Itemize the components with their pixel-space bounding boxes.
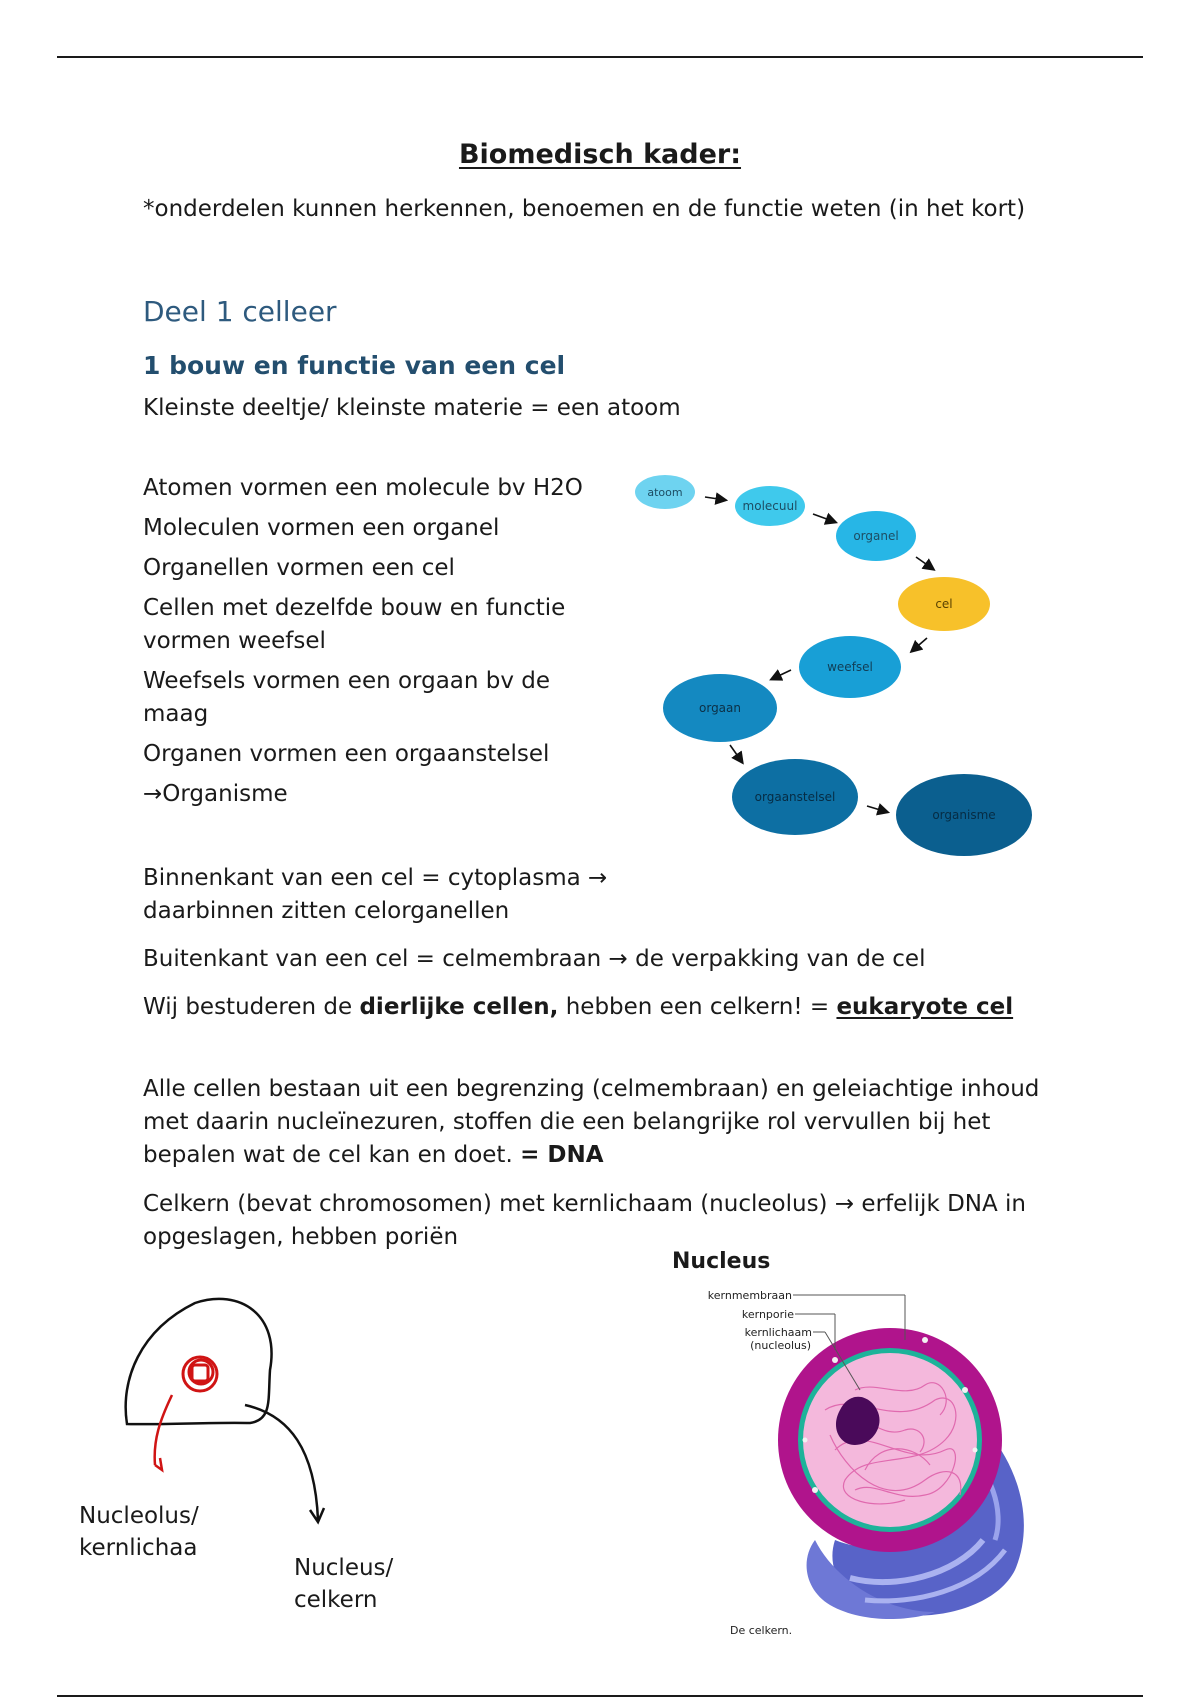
all-cells-text — [143, 1073, 1063, 1172]
dna-term: = DNA — [520, 1142, 604, 1168]
arrow — [912, 638, 927, 651]
eukaryote-cell-term: eukaryote cel — [836, 994, 1014, 1020]
list-item: Organellen vormen een cel — [143, 555, 455, 581]
arrow — [730, 745, 742, 762]
node-cel-label: cel — [935, 597, 953, 611]
animal-cells-pre: Wij bestuderen de — [143, 994, 360, 1020]
node-molecuul — [735, 486, 805, 526]
nucleolus-label — [79, 1500, 199, 1564]
animal-cells-text — [143, 991, 1043, 1024]
label-kernlichaam: kernlichaam — [744, 1326, 812, 1339]
node-orgaan — [663, 674, 777, 742]
node-cel — [898, 577, 990, 631]
nucleolus-label-line2: kernlichaa — [79, 1535, 198, 1561]
animal-cells-bold: dierlijke cellen, — [359, 994, 559, 1020]
list-item: Moleculen vormen een organel — [143, 515, 500, 541]
hierarchy-diagram — [625, 465, 1045, 865]
node-organel-label: organel — [853, 529, 899, 543]
nucleus-pointer-drawing — [245, 1405, 324, 1522]
nucleus-label-line1: Nucleus/ — [294, 1555, 394, 1581]
hierarchy-list — [143, 472, 613, 818]
arrow — [705, 497, 725, 500]
nucleus-label — [294, 1552, 393, 1616]
node-orgaanstelsel-label: orgaanstelsel — [754, 790, 836, 804]
arrow — [916, 557, 933, 569]
nucleus-figure — [665, 1240, 1065, 1640]
node-atoom-label: atoom — [647, 486, 683, 499]
page-title: Biomedisch kader: — [458, 139, 742, 170]
nucleolus-pointer-drawing — [155, 1395, 172, 1470]
label-nucleolus: (nucleolus) — [750, 1339, 811, 1352]
section-heading: Deel 1 celleer — [143, 295, 337, 328]
node-orgaanstelsel — [732, 759, 858, 835]
nucleus-text: Celkern (bevat chromosomen) met kernlichaam (nucleolus) → erfelijk DNA in opgeslagen, hebben poriën — [143, 1191, 1026, 1250]
animal-cells-mid: hebben een celkern! = — [558, 994, 837, 1020]
list-item: Weefsels vormen een orgaan bv de maag — [143, 668, 551, 727]
cytoplasm-text: Binnenkant van een cel = cytoplasma → daarbinnen zitten celorganellen — [143, 865, 608, 924]
node-weefsel — [799, 636, 901, 698]
node-atoom — [635, 475, 695, 509]
nucleolus-drawing — [183, 1357, 217, 1391]
nucleus-label-line2: celkern — [294, 1587, 378, 1613]
arrow — [867, 806, 887, 812]
list-item: →Organisme — [143, 781, 288, 807]
subsection-heading: 1 bouw en functie van een cel — [143, 351, 566, 380]
node-organisme-label: organisme — [932, 808, 996, 822]
membrane-text: Buitenkant van een cel = celmembraan → de verpakking van de cel — [143, 946, 926, 972]
label-kernmembraan: kernmembraan — [707, 1289, 792, 1302]
node-organisme — [896, 774, 1032, 856]
list-item: Cellen met dezelfde bouw en functie vormen weefsel — [143, 595, 566, 654]
label-kernporie: kernporie — [741, 1308, 794, 1321]
arrow — [772, 670, 791, 679]
nucleus-drawing — [778, 1328, 1002, 1552]
intro-text: *onderdelen kunnen herkennen, benoemen en de functie weten (in het kort) — [143, 196, 1026, 222]
top-rule — [57, 56, 1143, 58]
smallest-particle-text: Kleinste deeltje/ kleinste materie = een atoom — [143, 395, 681, 421]
nucleus-figure-title: Nucleus — [672, 1249, 771, 1274]
node-organel — [836, 511, 916, 561]
list-item: Organen vormen een orgaanstelsel — [143, 741, 550, 767]
node-molecuul-label: molecuul — [742, 499, 798, 513]
all-cells-body: Alle cellen bestaan uit een begrenzing (celmembraan) en geleiachtige inhoud met daarin nucleïnezuren, stoffen die een belangrijke rol vervullen bij het bepalen wat de cel kan en doet. — [143, 1076, 1040, 1168]
node-weefsel-label: weefsel — [827, 660, 873, 674]
bottom-rule — [57, 1695, 1143, 1697]
arrow — [813, 514, 835, 522]
node-orgaan-label: orgaan — [699, 701, 741, 715]
nucleus-figure-caption: De celkern. — [730, 1624, 793, 1637]
nucleolus-label-line1: Nucleolus/ — [79, 1503, 199, 1529]
list-item: Atomen vormen een molecule bv H2O — [143, 475, 583, 501]
